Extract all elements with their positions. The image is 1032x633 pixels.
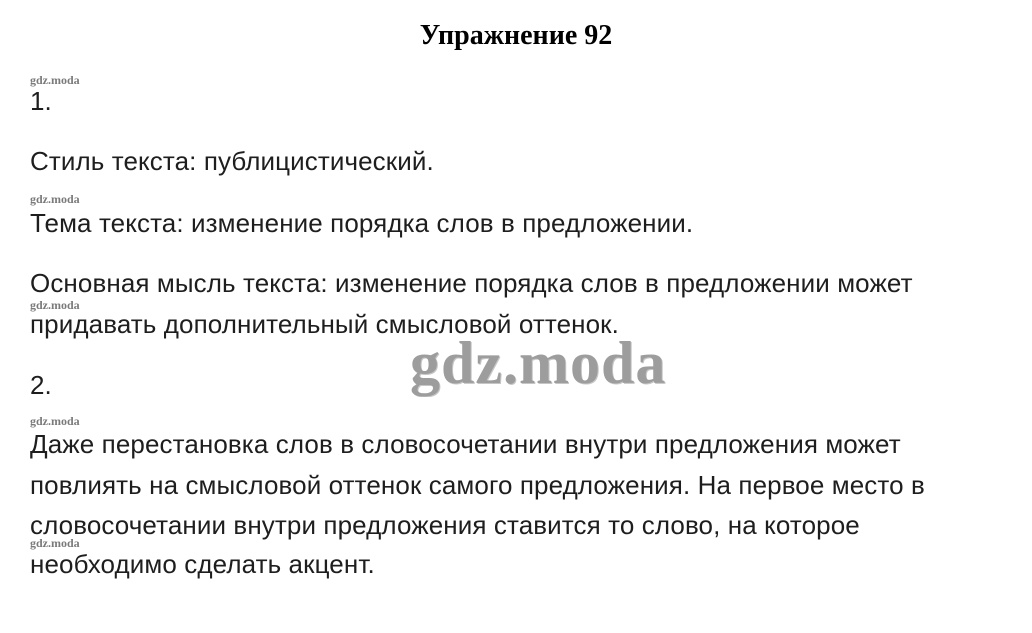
paragraph-line: словосочетании внутри предложения ставится то слово, на которое [30, 510, 860, 540]
main-idea-line: придавать дополнительный смысловой оттенок. [30, 309, 619, 339]
section-2-number: 2. [30, 370, 52, 400]
section-1-number: 1. [30, 86, 52, 116]
main-idea-line: Основная мысль текста: изменение порядка слов в предложении может [30, 268, 913, 298]
text-theme-line: Тема текста: изменение порядка слов в предложении. [30, 208, 694, 238]
watermark-small: gdz.moda [30, 298, 80, 312]
paragraph-line: Даже перестановка слов в словосочетании внутри предложения может [30, 429, 901, 459]
watermark-small: gdz.moda [30, 192, 80, 206]
watermark-small: gdz.moda [30, 536, 80, 550]
paragraph-line: необходимо сделать акцент. [30, 549, 375, 579]
text-style-line: Стиль текста: публицистический. [30, 146, 434, 176]
watermark-small: gdz.moda [30, 73, 80, 87]
watermark-large: gdz.moda [410, 330, 667, 396]
watermark-small: gdz.moda [30, 414, 80, 428]
page-title: Упражнение 92 [419, 20, 613, 51]
paragraph-line: повлиять на смысловой оттенок самого предложения. На первое место в [30, 470, 925, 500]
